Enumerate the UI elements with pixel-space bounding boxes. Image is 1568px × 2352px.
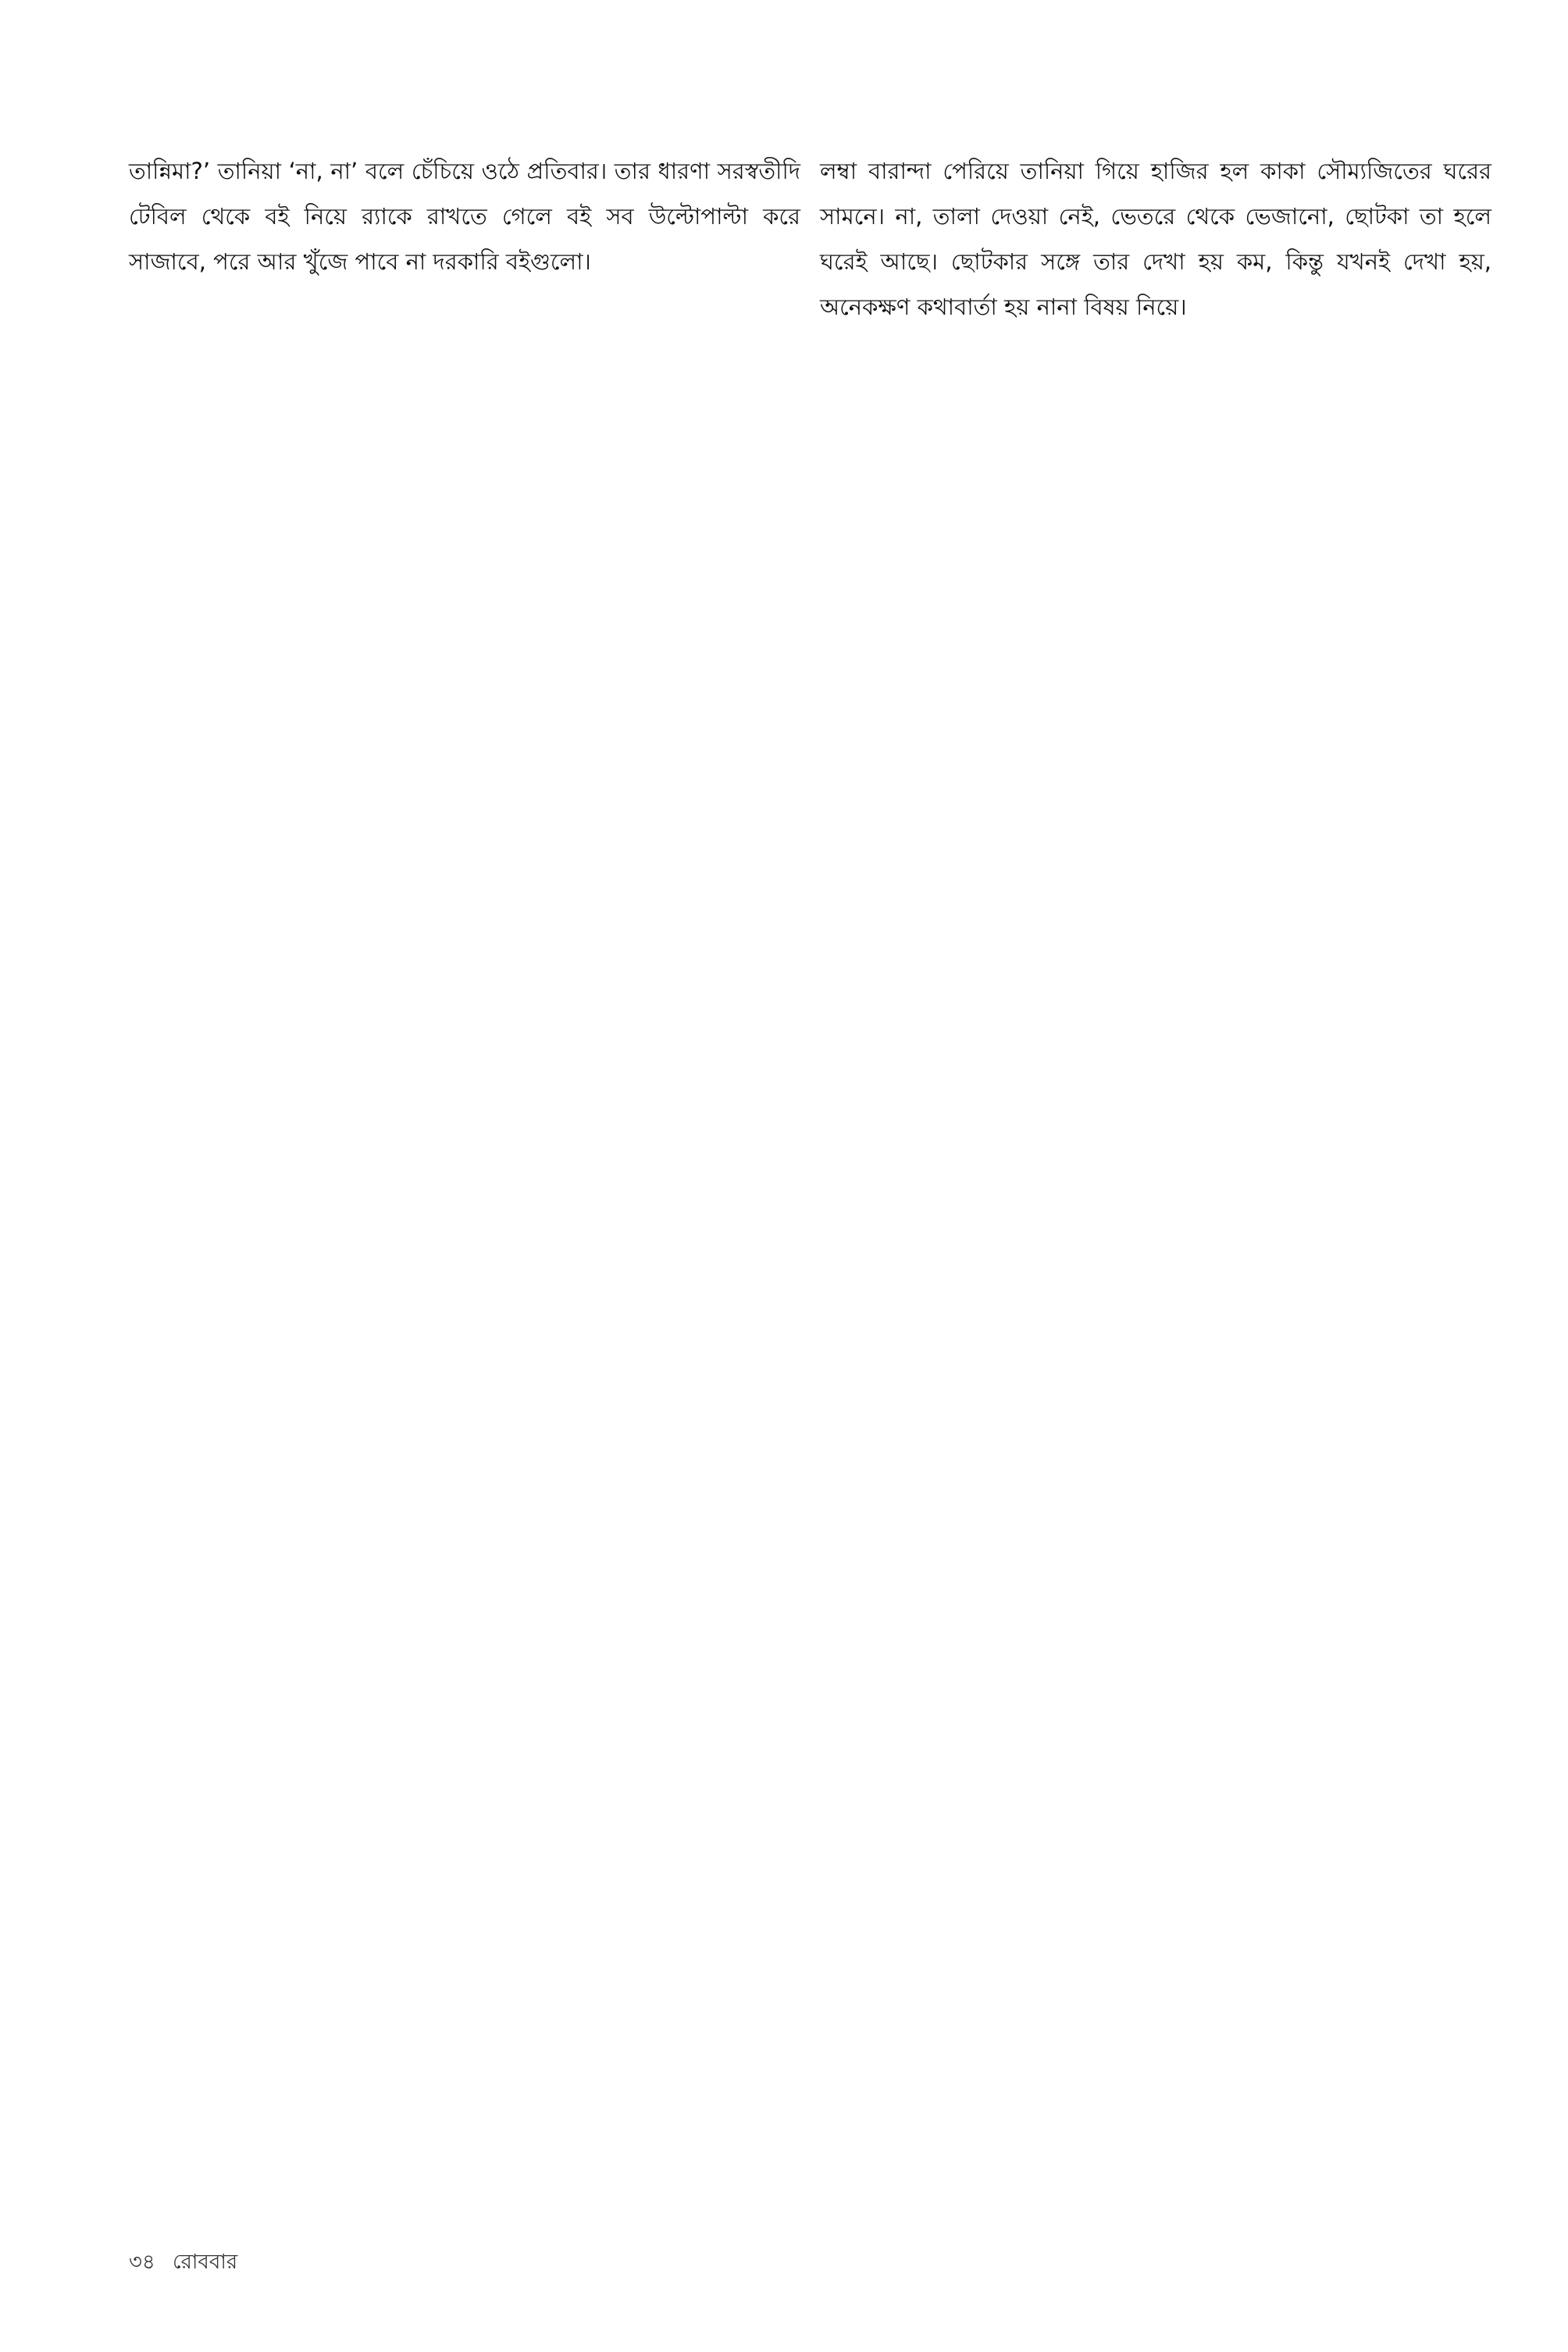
left-text-column xyxy=(129,148,800,284)
right-paragraph-1: লম্বা বারান্দা পেরিয়ে তানিয়া গিয়ে হাজির হল কাকা সৌম্যজিতের ঘরের সামনে। না, তালা দেওয়া নেই, ভেতরে থেকে ভেজানো, ছোটকা তা হলে ঘরেই আছে। ছোটকার সঙ্গে তার দেখা হয় কম, কিন্তু যখনই দেখা হয়, অনেকক্ষণ কথাবার্তা হয় নানা বিষয় নিয়ে। xyxy=(820,158,1491,320)
left-paragraph-1: তান্নিমা?’ তানিয়া ‘না, না’ বলে চেঁচিয়ে ওঠে প্রতিবার। তার ধারণা সরস্বতীদি টেবিল থেকে বই নিয়ে র‍্যাকে রাখতে গেলে বই সব উল্টোপাল্টা করে সাজাবে, পরে আর খুঁজে পাবে না দরকারি বইগুলো। xyxy=(129,158,800,275)
magazine-title: রোববার xyxy=(173,2250,238,2274)
page-number: ৩৪ xyxy=(129,2250,155,2274)
right-text-column xyxy=(820,148,1491,330)
page-footer xyxy=(129,2249,248,2275)
